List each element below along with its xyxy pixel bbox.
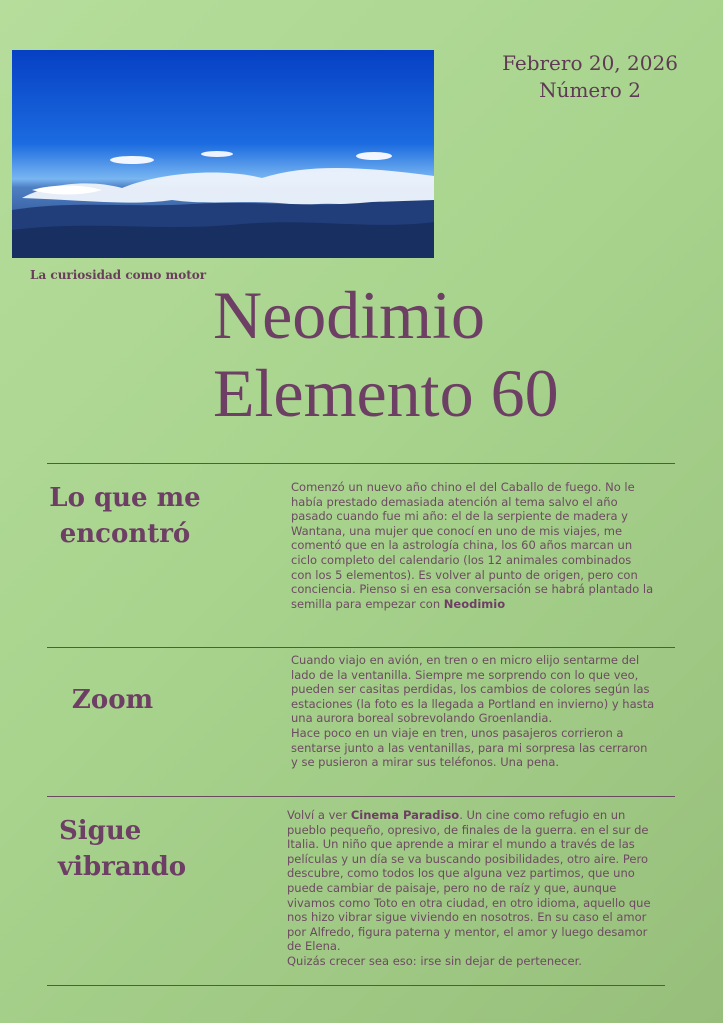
section-title-line: encontró: [59, 519, 191, 549]
page-title: [213, 276, 559, 432]
landscape-illustration: [12, 50, 434, 258]
divider: [47, 796, 675, 797]
bold-text: Cinema Paradiso: [350, 808, 460, 822]
section-body-encontro: [291, 480, 655, 611]
divider: [47, 985, 665, 986]
section-body-zoom: [291, 653, 657, 770]
issue-number: Número 2: [539, 78, 641, 102]
divider: [47, 647, 675, 648]
section-text: Comenzó un nuevo año chino el del Caballo de fuego. No le había prestado demasiada atención al tema salvo el año pasado cuando fue mi año: el de la serpiente de madera y Wantana, una mujer que conocí en uno de mis viajes, me comentó que en la astrología china, los 60 años marcan un ciclo completo del calendario (los 12 animales combinados con los 5 elementos). Es volver al punto de origen, pero con conciencia. Pienso si en esa conversación se habrá plantado la semilla para empezar con: [291, 480, 654, 611]
section-paragraph: Cuando viajo en avión, en tren o en micro elijo sentarme del lado de la ventanilla. Siempre me sorprendo con lo que veo, pueden ser casitas perdidas, los cambios de colores según las estaciones (la foto es la llegada a Portland en invierno) y hasta una aurora boreal sobrevolando Groenlandia.: [291, 653, 655, 726]
section-title-line: vibrando: [58, 852, 187, 882]
divider: [47, 463, 675, 464]
section-paragraph: Quizás crecer sea eso: irse sin dejar de pertenecer.: [287, 953, 582, 968]
section-text: . Un cine como refugio en un pueblo pequeño, opresivo, de finales de la guerra. en el sur de Italia. Un niño que aprende a mirar el mundo a través de las películas y un día se va buscando posibilidades, otro aire. Pero descubre, como todos los que alguna vez partimos, que uno puede cambiar de paisaje, pero no de raíz y que, aunque vivamos como Toto en otra ciudad, en otro idioma, aquello que nos hizo vibrar sigue viviendo en nosotros. En su caso el amor por Alfredo, figura paterna y mentor, el amor y luego desamor de Elena.: [287, 808, 651, 954]
mountains-above-clouds-photo: [12, 50, 434, 258]
issue-date: Febrero 20, 2026: [502, 51, 678, 75]
peak-icon: [110, 156, 154, 164]
section-title-zoom: Zoom: [71, 685, 154, 715]
tagline: La curiosidad como motor: [30, 268, 207, 282]
section-body-vibrando: [287, 808, 665, 969]
section-title-line: Lo que me: [49, 483, 201, 513]
section-paragraph: [287, 808, 665, 954]
section-paragraph: Hace poco en un viaje en tren, unos pasajeros corrieron a sentarse junto a las ventanillas, para mi sorpresa las cerraron y se pusieron a mirar sus teléfonos. Una pena.: [291, 725, 648, 770]
section-text: Volví a ver: [287, 808, 351, 822]
bold-text: Neodimio: [443, 596, 506, 611]
section-title-vibrando: [45, 813, 205, 885]
title-line-2: Elemento 60: [213, 355, 559, 431]
issue-info: [490, 50, 690, 104]
title-line-1: Neodimio: [213, 277, 485, 353]
section-title-encontro: [40, 480, 210, 552]
section-title-line: Sigue: [59, 816, 142, 846]
